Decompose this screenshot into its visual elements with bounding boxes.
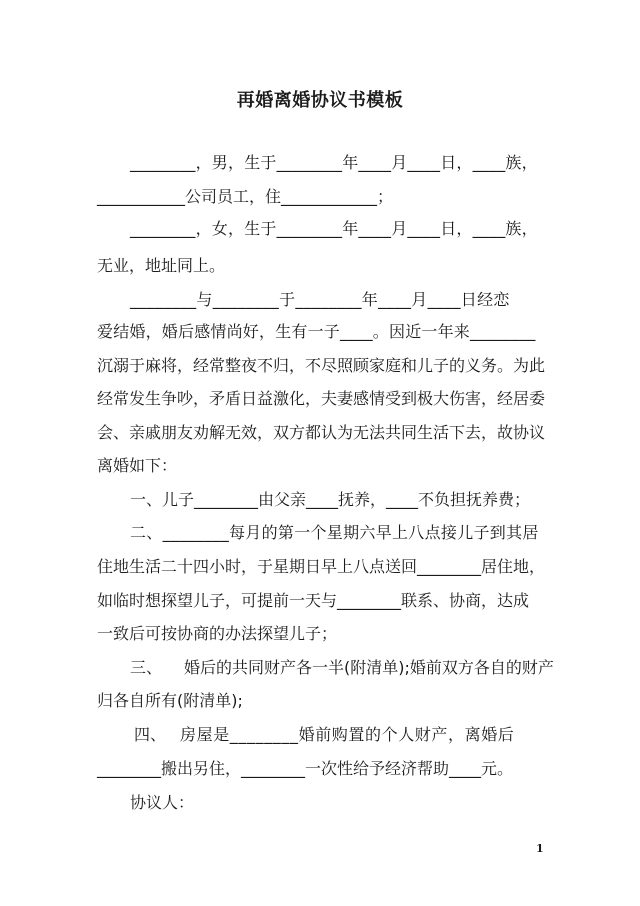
line-text: 爱结婚，婚后感情尚好，生有一子____。因近一年来________ bbox=[97, 322, 536, 341]
line-text: 沉溺于麻将，经常整夜不归，不尽照顾家庭和儿子的义务。为此 bbox=[97, 356, 546, 375]
line-text: 房屋是________婚前购置的个人财产，离婚后 bbox=[180, 725, 515, 744]
line-text: 会、亲戚朋友劝解无效，双方都认为无法共同生活下去，故协议 bbox=[97, 423, 546, 442]
line-text: 婚后的共同财产各一半(附清单);婚前双方各自的财产 bbox=[184, 658, 554, 677]
line-text: 一、儿子________由父亲____抚养，____不负担抚养费； bbox=[130, 490, 531, 509]
line-text: 无业，地址同上。 bbox=[97, 256, 226, 275]
line-text: ___________公司员工，住____________； bbox=[97, 187, 394, 206]
page-number: 1 bbox=[536, 842, 544, 855]
line-text: 离婚如下： bbox=[97, 456, 178, 475]
line-text: 一致后可按协商的办法探望儿子； bbox=[97, 624, 338, 643]
line-text: 归各自所有(附清单); bbox=[97, 691, 243, 710]
section-number: 四、 bbox=[134, 725, 167, 744]
document-title: 再婚离婚协议书模板 bbox=[236, 90, 404, 111]
line-text: 经常发生争吵，矛盾日益激化，夫妻感情受到极大伤害，经居委 bbox=[97, 389, 546, 408]
line-text: ________，女，生于________年____月____日，____族， bbox=[130, 219, 538, 238]
line-text: ________搬出另住，________一次性给予经济帮助____元。 bbox=[97, 759, 514, 778]
signatory-label: 协议人： bbox=[130, 793, 195, 812]
line-text: 二、________每月的第一个星期六早上八点接儿子到其居 bbox=[130, 523, 539, 542]
line-text: 住地生活二十四小时，于星期日早上八点送回________居住地， bbox=[97, 557, 546, 576]
line-text: 如临时想探望儿子，可提前一天与________联系、协商，达成 bbox=[97, 591, 530, 610]
section-number: 三、 bbox=[130, 658, 163, 677]
line-text: ________，男，生于________年____月____日，____族， bbox=[130, 153, 538, 172]
line-text: ________与________于________年____月____日经恋 bbox=[130, 290, 510, 309]
